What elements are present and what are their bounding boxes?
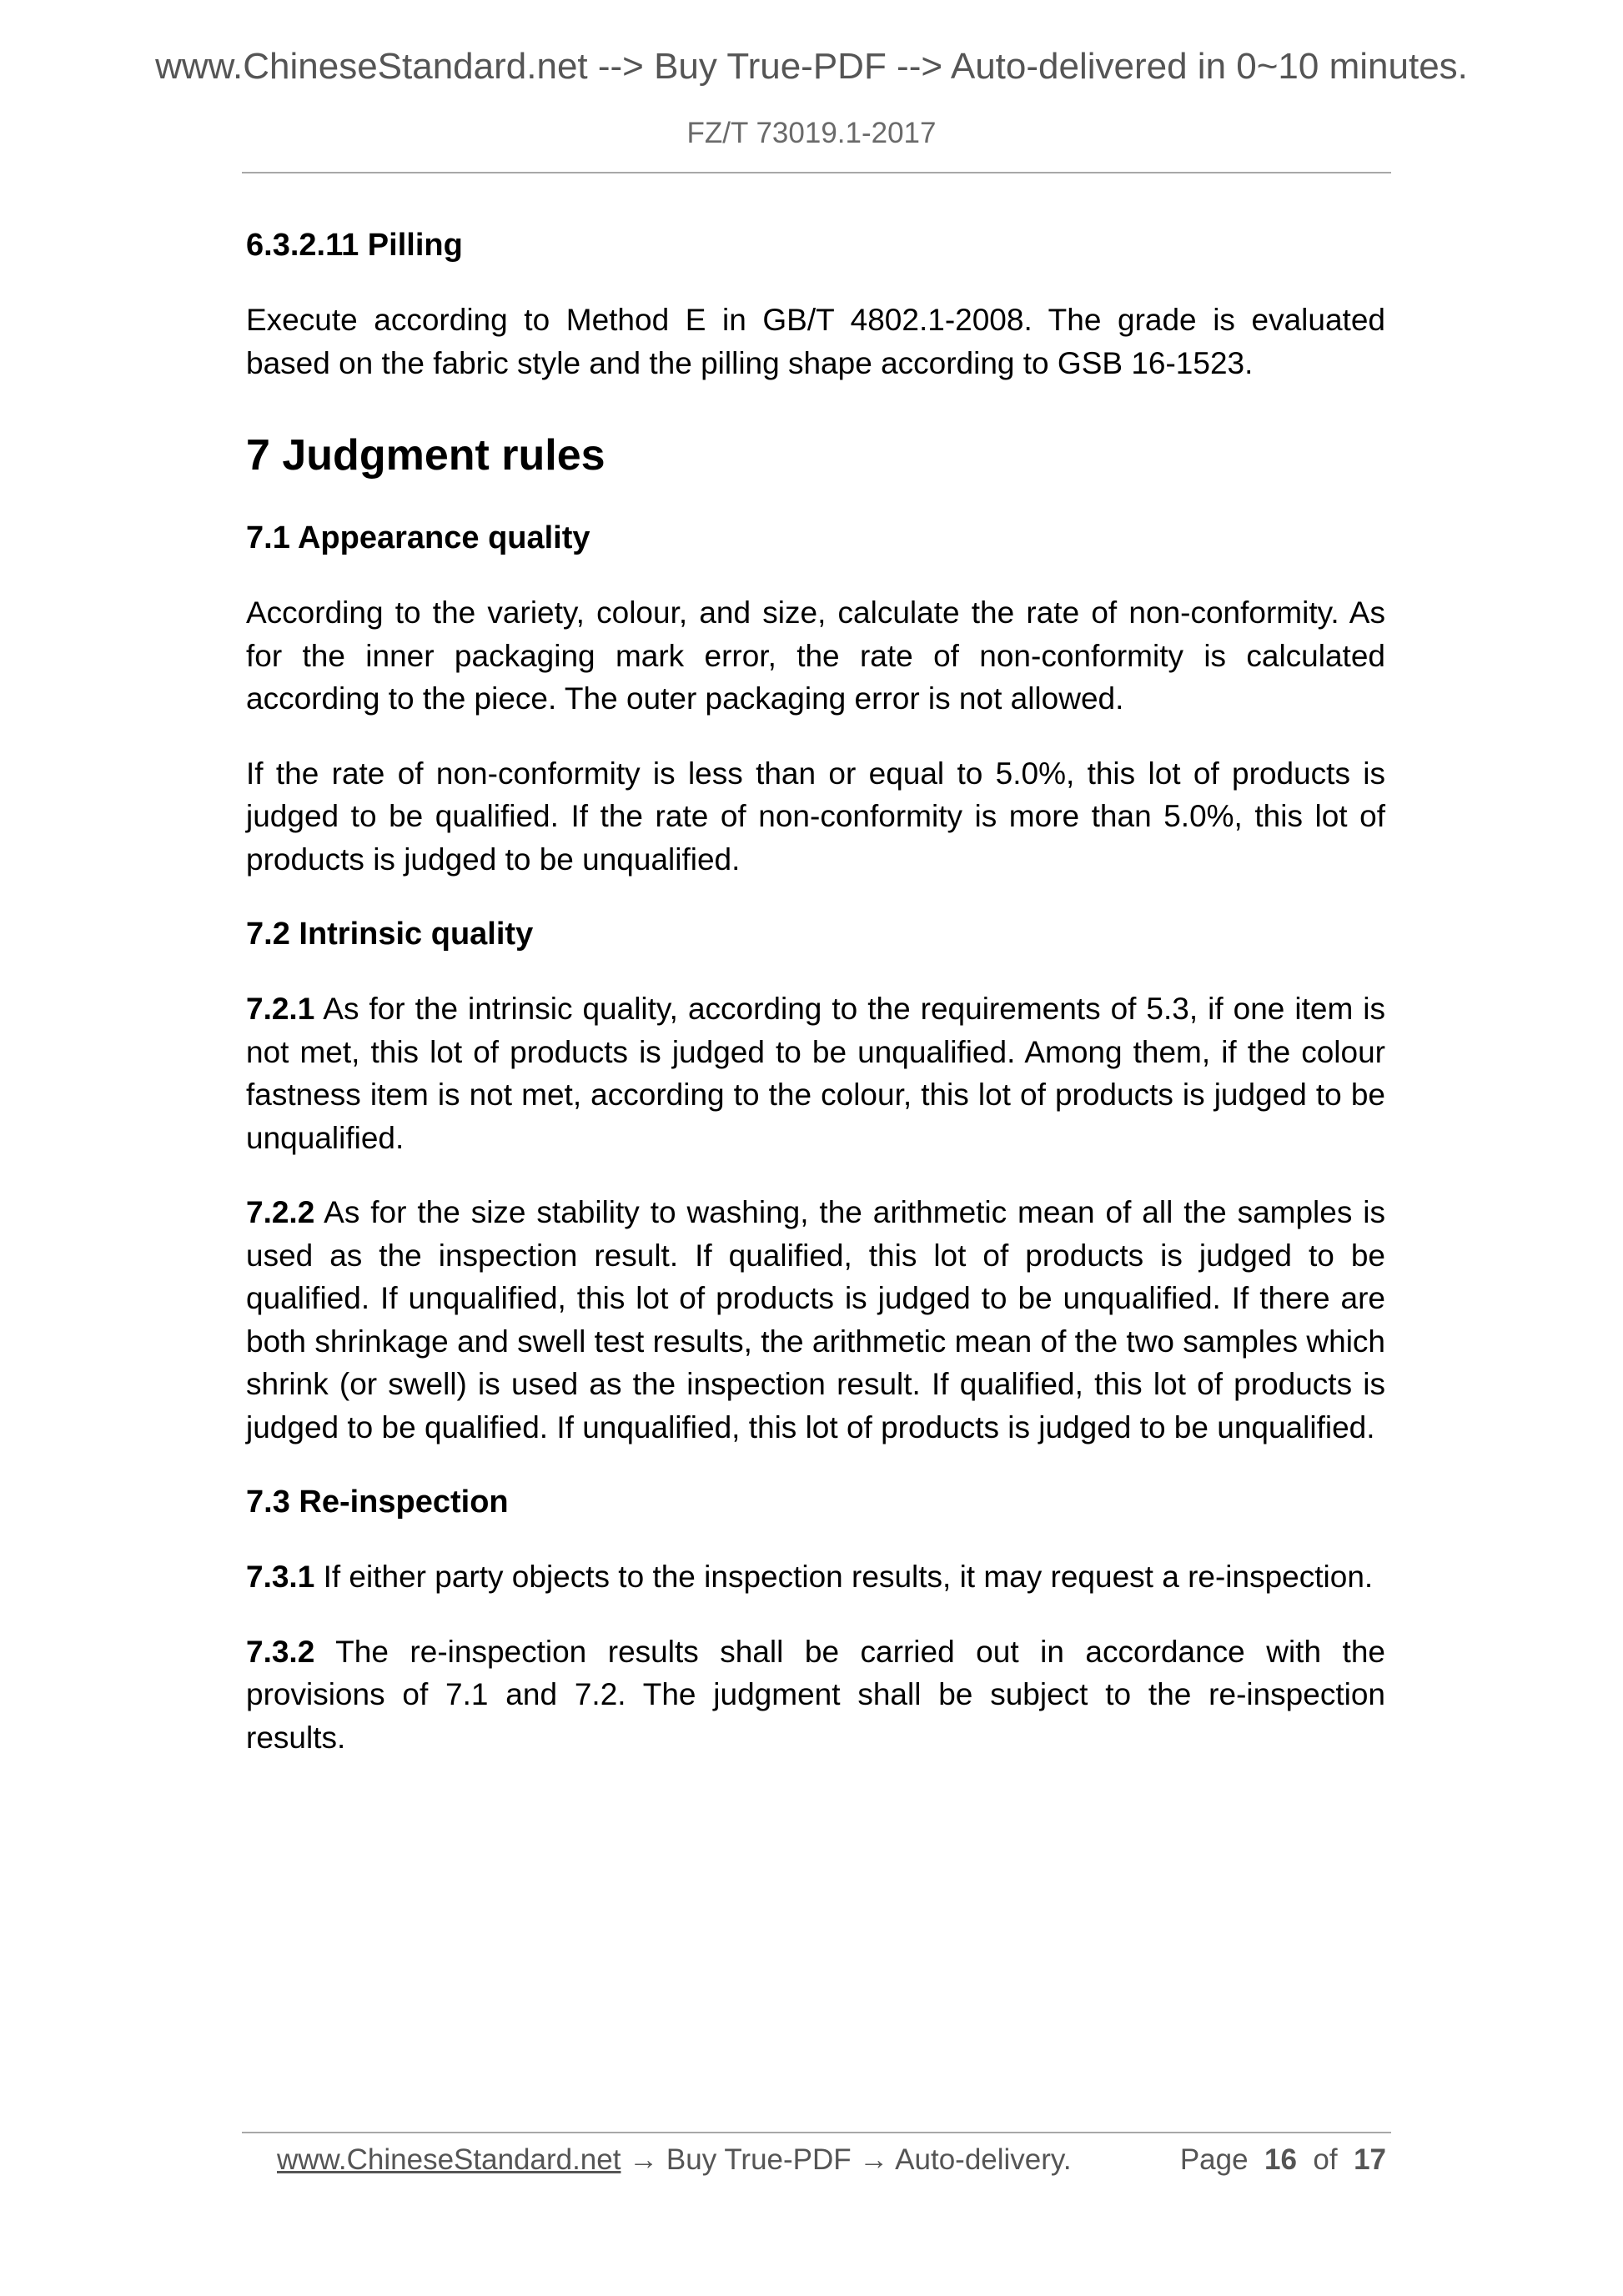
clause-7-3-2 <box>246 1630 1385 1760</box>
footer-left <box>277 2140 1072 2180</box>
of-label: of <box>1313 2143 1338 2176</box>
footer-tagline: → Buy True-PDF → Auto-delivery. <box>629 2143 1072 2176</box>
heading-7-1: 7.1 Appearance quality <box>246 520 590 555</box>
heading-6-3-2-11: 6.3.2.11 Pilling <box>246 228 463 263</box>
paragraph-7-1-a: According to the variety, colour, and size, calculate the rate of non-conformity. As for the inner packaging mark error, the rate of non-conformity is calculated according to the piece. The outer packaging error is not allowed. <box>246 595 1385 716</box>
site-banner: www.ChineseStandard.net --> Buy True-PDF --> Auto-delivered in 0~10 minutes. <box>155 46 1468 87</box>
clause-7-2-2 <box>246 1191 1385 1449</box>
page-content <box>246 224 1385 1759</box>
paragraph-pilling: Execute according to Method E in GB/T 4802.1-2008. The grade is evaluated based on the fabric style and the pilling shape according to GSB 16-1523. <box>246 303 1385 380</box>
document-id: FZ/T 73019.1-2017 <box>686 117 937 149</box>
footer-divider <box>242 2132 1391 2133</box>
clause-number: 7.2.1 <box>246 992 315 1026</box>
heading-7-3: 7.3 Re-inspection <box>246 1485 509 1520</box>
clause-7-2-1 <box>246 987 1385 1159</box>
page-footer <box>277 2140 1386 2180</box>
page-number: 16 <box>1264 2143 1297 2176</box>
clause-7-3-1 <box>246 1555 1385 1599</box>
header-divider <box>242 172 1391 173</box>
page-indicator <box>1180 2140 1386 2180</box>
clause-number: 7.2.2 <box>246 1195 315 1229</box>
clause-text: As for the intrinsic quality, according to the requirements of 5.3, if one item is not met, this lot of products is judged to be unqualified. Among them, if the colour fastness item is not met, according to the colour, this lot of products is judged to be unqualified. <box>246 992 1385 1155</box>
clause-text: The re-inspection results shall be carried out in accordance with the provisions of 7.1 and 7.2. The judgment shall be subject to the re-inspection results. <box>246 1634 1385 1755</box>
heading-7-2: 7.2 Intrinsic quality <box>246 917 534 952</box>
clause-number: 7.3.1 <box>246 1560 315 1594</box>
page-label: Page <box>1179 2143 1249 2176</box>
page-total: 17 <box>1354 2143 1386 2176</box>
clause-number: 7.3.2 <box>246 1634 315 1669</box>
heading-7-judgment-rules: 7 Judgment rules <box>246 431 605 480</box>
clause-text: If either party objects to the inspection results, it may request a re-inspection. <box>323 1560 1374 1594</box>
paragraph-7-1-b: If the rate of non-conformity is less than or equal to 5.0%, this lot of products is judged to be qualified. If the rate of non-conformity is more than 5.0%, this lot of products is judged to be unqualified. <box>246 756 1385 877</box>
clause-text: As for the size stability to washing, the arithmetic mean of all the samples is used as the inspection result. If qualified, this lot of products is judged to be qualified. If unqualified, this lot of products is judged to be unqualified. If there are both shrinkage and swell test results, the arithmetic mean of the two samples which shrink (or swell) is used as the inspection result. If qualified, this lot of products is judged to be qualified. If unqualified, this lot of products is judged to be unqualified. <box>246 1195 1385 1444</box>
footer-site-link[interactable]: www.ChineseStandard.net <box>277 2143 621 2176</box>
